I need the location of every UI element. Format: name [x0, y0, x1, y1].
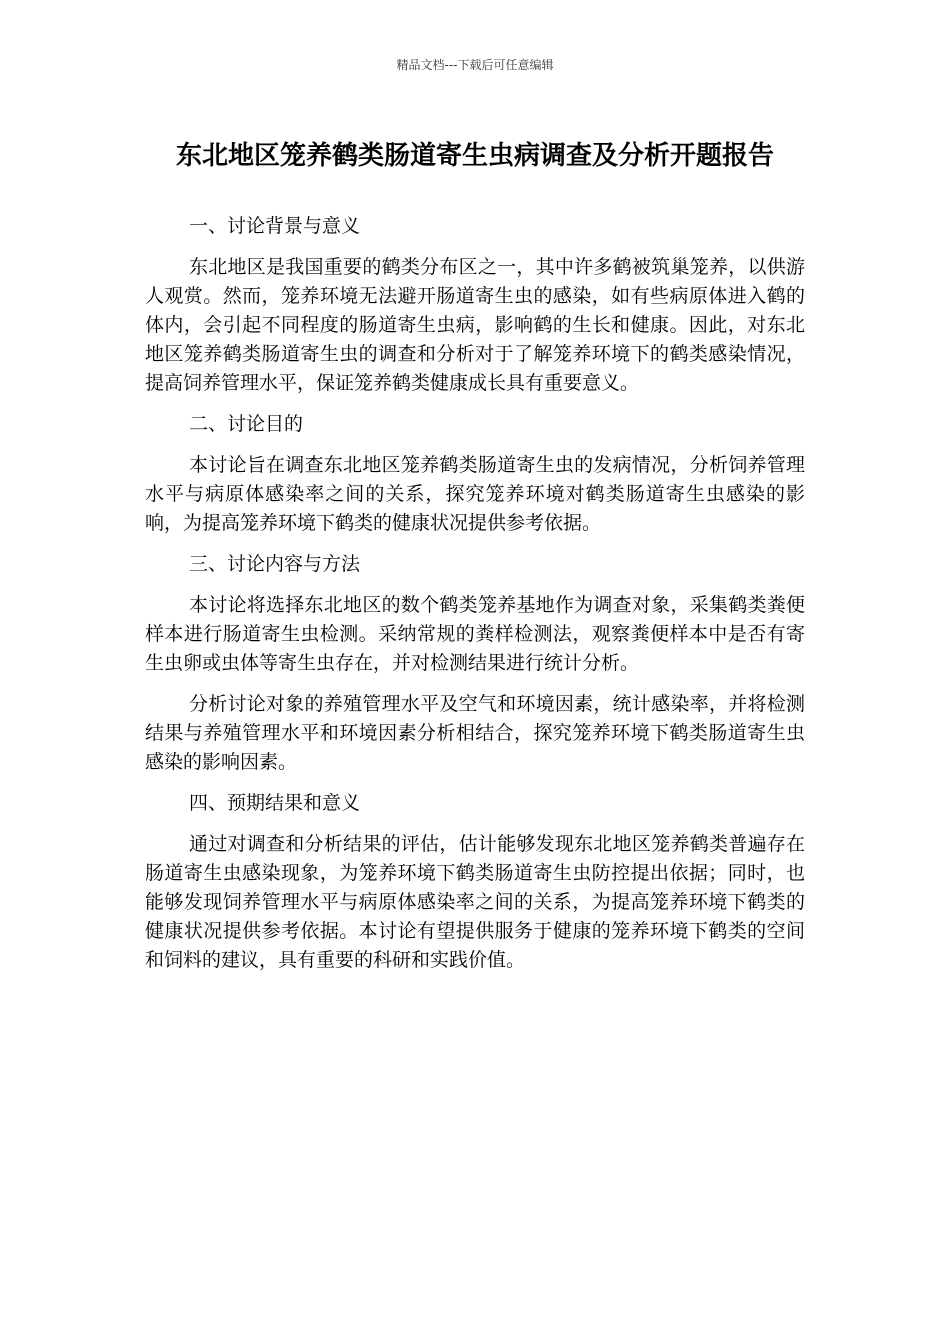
section-background	[145, 212, 805, 398]
paragraph: 东北地区是我国重要的鹤类分布区之一，其中许多鹤被筑巢笼养，以供游人观赏。然而，笼养环境无法避开肠道寄生虫的感染，如有些病原体进入鹤的体内，会引起不同程度的肠道寄生虫病，影响鹤的生长和健康。因此，对东北地区笼养鹤类肠道寄生虫的调查和分析对于了解笼养环境下的鹤类感染情况，提高饲养管理水平，保证笼养鹤类健康成长具有重要意义。	[145, 256, 805, 394]
section-heading: 四、预期结果和意义	[189, 792, 361, 814]
document-title: 东北地区笼养鹤类肠道寄生虫病调查及分析开题报告	[175, 141, 774, 171]
section-heading: 三、讨论内容与方法	[189, 553, 361, 575]
section-purpose	[145, 410, 805, 538]
section-expected-results	[145, 789, 805, 975]
document-body	[145, 212, 805, 987]
page-header: 精品文档---下载后可任意编辑	[396, 58, 554, 72]
paragraph: 分析讨论对象的养殖管理水平及空气和环境因素，统计感染率，并将检测结果与养殖管理水平和环境因素分析相结合，探究笼养环境下鹤类肠道寄生虫感染的影响因素。	[145, 693, 805, 773]
section-heading: 一、讨论背景与意义	[189, 215, 361, 237]
paragraph: 通过对调查和分析结果的评估，估计能够发现东北地区笼养鹤类普遍存在肠道寄生虫感染现象，为笼养环境下鹤类肠道寄生虫防控提出依据；同时，也能够发现饲养管理水平与病原体感染率之间的关系，为提高笼养环境下鹤类的健康状况提供参考依据。本讨论有望提供服务于健康的笼养环境下鹤类的空间和饲料的建议，具有重要的科研和实践价值。	[145, 833, 805, 971]
section-content-methods	[145, 550, 805, 777]
section-heading: 二、讨论目的	[189, 413, 304, 435]
paragraph: 本讨论旨在调查东北地区笼养鹤类肠道寄生虫的发病情况，分析饲养管理水平与病原体感染率之间的关系，探究笼养环境对鹤类肠道寄生虫感染的影响，为提高笼养环境下鹤类的健康状况提供参考依据。	[145, 454, 805, 534]
paragraph: 本讨论将选择东北地区的数个鹤类笼养基地作为调查对象，采集鹤类粪便样本进行肠道寄生虫检测。采纳常规的粪样检测法，观察粪便样本中是否有寄生虫卵或虫体等寄生虫存在，并对检测结果进行统计分析。	[145, 594, 805, 674]
